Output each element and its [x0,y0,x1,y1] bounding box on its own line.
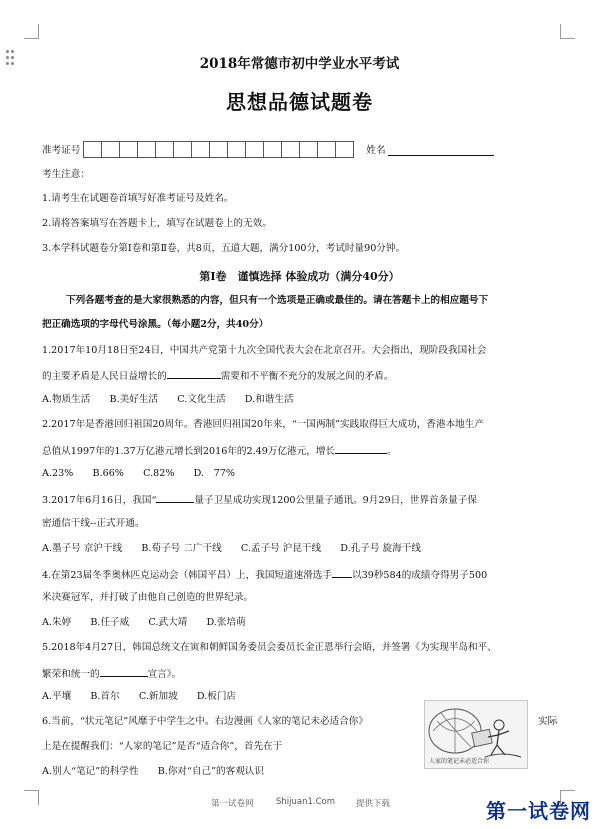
cartoon-image [424,700,528,769]
question-3-text: 密通信干线--正式开通。 [42,518,145,529]
question-5-options: A.平壤 B.首尔 C.新加坡 D.板门店 [42,691,237,702]
question-2-text: 2.2017年是香港回归祖国20周年。香港回归祖国20年来，“一国两制”实践取得巨大成功，香港本地生产 [42,419,484,430]
question-6-text: 上是在提醒我们：“人家的笔记”是否“适合你”，首先在于 [42,741,283,752]
notice-item: 1.请考生在试题卷首填写好准考证号及姓名。 [42,193,234,204]
footer-right: 提供下载 [356,799,391,809]
notice-heading: 考生注意： [42,169,90,180]
name-blank[interactable] [388,143,494,156]
question-6-text: 6.当前，“状元笔记”风靡于中学生之中。右边漫画《人家的笔记未必适合你》 [42,716,368,727]
question-6-options: A.别人“笔记”的科学性 B.你对“自己”的客观认识 [42,766,264,777]
footer-link[interactable]: Shijuan1.Com [276,797,336,807]
site-watermark: 第一试卷网 [486,799,591,823]
section-instruction: 把正确选项的字母代号涂黑。（每小题2分，共40分） [42,319,269,330]
paper-title: 思想品德试题卷 [226,90,373,114]
footer-left: 第一试卷网 [211,799,254,809]
question-1-text: 的主要矛盾是人民日益增长的 需要和不平衡不充分的发展之间的矛盾。 [42,368,393,384]
question-3-options: A.墨子号 京沪干线 B.荀子号 二广干线 C.孟子号 沪昆干线 D.孔子号 旋海干线 [42,543,421,554]
candidate-info-row [42,140,494,158]
question-3-text: 3.2017年6月16日，我国“ 量子卫星成功实现1200公里量子通讯。9月29日，世界首条量子保 [42,492,477,508]
page-corner-mark-top-left [24,24,39,39]
exam-id-boxes[interactable] [84,141,354,158]
answer-blank [335,443,387,454]
name-label: 姓名 [366,145,386,156]
notice-item: 3.本学科试题卷分第Ⅰ卷和第Ⅱ卷，共8页，五道大题，满分100分，考试时量90分钟。 [42,243,406,254]
answer-blank [100,666,148,677]
question-4-text: 4.在第23届冬季奥林匹克运动会（韩国平昌）上，我国短道速滑选手 以39秒584的成绩夺得男子500 [42,567,487,583]
question-2-options: A.23% B.66% C.82% D. 77% [42,468,235,479]
exam-id-label: 准考证号 [42,145,81,156]
answer-blank [156,492,194,503]
cartoon-caption: 人家的笔记未必适合你 [429,758,490,765]
section-heading: 第Ⅰ卷 谨慎选择 体验成功（满分40分） [199,270,400,283]
question-1-options: A.物质生活 B.美好生活 C.文化生活 D.和谐生活 [42,394,294,405]
question-2-text: 总值从1997年的1.37万亿港元增长到2016年的2.49万亿港元，增长 。 [42,443,397,459]
page-corner-mark-bottom-left [24,790,39,805]
question-1-text: 1.2017年10月18日至24日，中国共产党第十九次全国代表大会在北京召开。大会指出，现阶段我国社会 [42,345,487,356]
section-instruction: 下列各题考查的是大家很熟悉的内容，但只有一个选项是正确或最佳的。请在答题卡上的相应题号下 [66,295,489,306]
question-4-text: 米决赛冠军，并打破了由他自己创造的世界纪录。 [42,592,254,603]
answer-blank [167,368,221,379]
notice-item: 2.请将答案填写在答题卡上，填写在试题卷上的无效。 [42,218,272,229]
answer-blank [332,567,352,578]
question-4-options: A.朱婷 B.任子威 C.武大靖 D.张培萌 [42,617,246,628]
question-6-text: 实际 [538,716,558,727]
question-5-text: 繁荣和统一的 宣言》。 [42,666,181,682]
exam-title: 2018年常德市初中学业水平考试 [199,56,400,72]
question-5-text: 5.2018年4月27日，韩国总统文在寅和朝鲜国务委员会委员长金正恩举行会晤，并签署《为实现半岛和平、 [42,642,497,653]
page-corner-mark-top-right [560,24,575,39]
